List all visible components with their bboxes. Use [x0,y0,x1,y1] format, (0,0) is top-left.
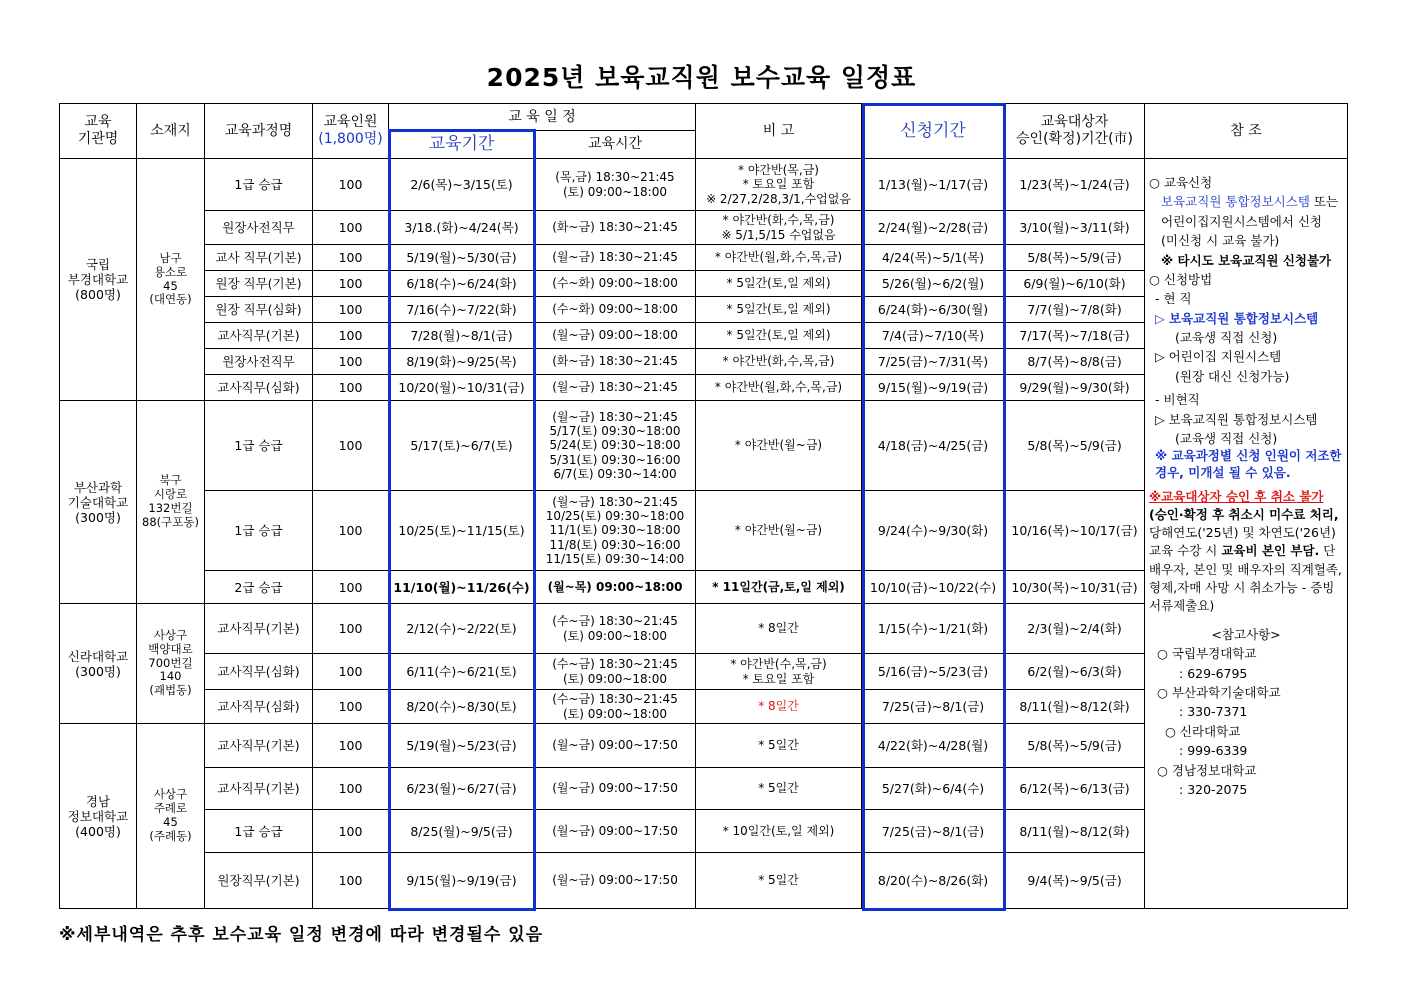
ref-phone: : 320-2075 [1179,781,1248,797]
header-approve-period: 교육대상자 승인(확정)기간(市) [1005,104,1145,159]
edu-period: 8/25(월)~9/5(금) [389,810,535,853]
institution-address: 남구 용소로 45 (대연동) [137,159,205,401]
course-name: 1급 승급 [205,491,313,571]
header-schedule: 교 육 일 정 [389,104,696,131]
ref-line: ▷ 보육교직원 통합정보시스템 [1155,411,1318,427]
ref-phone: : 629-6795 [1179,665,1248,681]
apply-period: 9/15(월)~9/19(금) [862,375,1005,401]
approve-period: 8/11(월)~8/12(화) [1005,690,1145,724]
edu-time: (월~금) 18:30~21:45 5/17(토) 09:30~18:00 5/24(토) 09:30~18:00 5/31(토) 09:30~16:00 6/7(토) 09:30~14:00 [535,401,696,491]
edu-period: 8/20(수)~8/30(토) [389,690,535,724]
note: * 10일간(토,일 제외) [696,810,862,853]
apply-period: 7/4(금)~7/10(목) [862,323,1005,349]
apply-period: 7/25(금)~8/1(금) [862,810,1005,853]
apply-period: 4/24(목)~5/1(목) [862,245,1005,271]
course-name: 교사직무(심화) [205,654,313,690]
ref-line: ○ 교육신청 [1149,175,1213,190]
people-count: 100 [313,724,389,768]
people-count: 100 [313,654,389,690]
note: * 5일간 [696,853,862,909]
apply-period: 9/24(수)~9/30(화) [862,491,1005,571]
apply-period: 7/25(금)~7/31(목) [862,349,1005,375]
course-name: 2급 승급 [205,571,313,604]
approve-period: 6/12(목)~6/13(금) [1005,768,1145,810]
edu-time: (수~화) 09:00~18:00 [535,271,696,297]
edu-period: 8/19(화)~9/25(목) [389,349,535,375]
institution-address: 사상구 주례로 45 (주례동) [137,724,205,909]
ref-line: ▷ 어린이집 지원시스템 [1155,349,1282,365]
ref-line: (미신청 시 교육 불가) [1161,233,1280,249]
note: * 8일간 [696,690,862,724]
note: * 야간반(화,수,목,금) ※ 5/1,5/15 수업없음 [696,211,862,245]
approve-period: 8/7(목)~8/8(금) [1005,349,1145,375]
course-name: 원장사전직무 [205,211,313,245]
edu-time: (수~금) 18:30~21:45 (토) 09:00~18:00 [535,690,696,724]
ref-line: ○ 신라대학교 [1165,723,1241,739]
approve-period: 7/17(목)~7/18(금) [1005,323,1145,349]
note: * 5일간 [696,768,862,810]
course-name: 교사직무(심화) [205,690,313,724]
ref-line: ※교육대상자 승인 후 취소 불가 [1149,488,1324,504]
approve-period: 5/8(목)~5/9(금) [1005,245,1145,271]
people-count: 100 [313,604,389,654]
ref-line: ○ 경남정보대학교 [1157,762,1257,778]
edu-time: (수~금) 18:30~21:45 (토) 09:00~18:00 [535,654,696,690]
people-count: 100 [313,245,389,271]
edu-period: 3/18.(화)~4/24(목) [389,211,535,245]
apply-period: 5/26(월)~6/2(월) [862,271,1005,297]
course-name: 원장직무(기본) [205,853,313,909]
header-note: 비 고 [696,104,862,159]
course-name: 원장 직무(기본) [205,271,313,297]
header-institution: 교육 기관명 [60,104,137,159]
ref-line: (교육생 직접 신청) [1175,330,1278,345]
apply-period: 6/24(화)~6/30(월) [862,297,1005,323]
people-count: 100 [313,491,389,571]
course-name: 원장사전직무 [205,349,313,375]
course-name: 교사직무(기본) [205,604,313,654]
note: * 야간반(목,금) * 토요일 포함 ※ 2/27,2/28,3/1,수업없음 [696,159,862,211]
course-name: 1급 승급 [205,401,313,491]
edu-period: 7/16(수)~7/22(화) [389,297,535,323]
institution-name: 국립 부경대학교 (800명) [60,159,137,401]
edu-time: (수~금) 18:30~21:45 (토) 09:00~18:00 [535,604,696,654]
edu-time: (월~금) 09:00~17:50 [535,724,696,768]
edu-time: (월~금) 18:30~21:45 [535,375,696,401]
note: * 5일간 [696,724,862,768]
people-count: 100 [313,211,389,245]
note: * 8일간 [696,604,862,654]
approve-period: 7/7(월)~7/8(화) [1005,297,1145,323]
course-name: 교사직무(기본) [205,768,313,810]
ref-line: - 비현직 [1155,392,1200,408]
approve-period: 9/29(월)~9/30(화) [1005,375,1145,401]
table-row [60,159,1348,211]
apply-period: 5/16(금)~5/23(금) [862,654,1005,690]
approve-period: 3/10(월)~3/11(화) [1005,211,1145,245]
ref-line: ※ 타시도 보육교직원 신청불가 [1161,252,1332,268]
approve-period: 5/8(목)~5/9(금) [1005,724,1145,768]
page-title: 2025년 보육교직원 보수교육 일정표 [486,63,917,92]
ref-line: ▷ 보육교직원 통합정보시스템 [1155,310,1319,326]
institution-address: 사상구 백양대로 700번길 140 (괘법동) [137,604,205,724]
edu-period: 10/20(월)~10/31(금) [389,375,535,401]
course-name: 교사 직무(기본) [205,245,313,271]
apply-period: 5/27(화)~6/4(수) [862,768,1005,810]
course-name: 1급 승급 [205,159,313,211]
people-count: 100 [313,159,389,211]
approve-period: 10/30(목)~10/31(금) [1005,571,1145,604]
apply-period: 10/10(금)~10/22(수) [862,571,1005,604]
people-count: 100 [313,297,389,323]
apply-period: 8/20(수)~8/26(화) [862,853,1005,909]
ref-line: 교육비 본인 부담. [1221,543,1320,559]
ref-line: ○ 신청방법 [1149,271,1213,287]
edu-time: (수~화) 09:00~18:00 [535,297,696,323]
apply-period: 7/25(금)~8/1(금) [862,690,1005,724]
ref-line: 보육교직원 통합정보시스템 [1161,194,1310,210]
institution-name: 신라대학교 (300명) [60,604,137,724]
edu-time: (월~금) 09:00~18:00 [535,323,696,349]
ref-line: - 현 직 [1155,291,1192,307]
edu-period: 6/23(월)~6/27(금) [389,768,535,810]
edu-period: 2/6(목)~3/15(토) [389,159,535,211]
ref-line: (교육생 직접 신청) [1175,430,1278,446]
note: * 5일간(토,일 제외) [696,323,862,349]
edu-time: (월~금) 09:00~17:50 [535,853,696,909]
people-count: 100 [313,271,389,297]
edu-time: (월~금) 09:00~17:50 [535,768,696,810]
note: * 야간반(월~금) [696,401,862,491]
header-apply-period: 신청기간 [862,104,1005,159]
people-count: 100 [313,375,389,401]
people-count: 100 [313,853,389,909]
edu-time: (월~금) 09:00~17:50 [535,810,696,853]
people-count: 100 [313,810,389,853]
edu-period: 6/11(수)~6/21(토) [389,654,535,690]
ref-line: 당해연도('25년) 및 차연도('26년) 교육 수강 시 [1149,525,1336,559]
ref-line: 단 배우자, 본인 및 배우자의 직계혈족, 형제,자매 사망 시 취소가능 - 증빙서류제출요) [1149,543,1342,613]
header-location: 소재지 [137,104,205,159]
edu-time: (월~목) 09:00~18:00 [535,571,696,604]
edu-time: (월~금) 18:30~21:45 [535,245,696,271]
ref-line: ○ 국립부경대학교 [1157,646,1257,662]
ref-phone: : 330-7371 [1179,704,1248,720]
people-count: 100 [313,690,389,724]
apply-period: 4/18(금)~4/25(금) [862,401,1005,491]
edu-period: 7/28(월)~8/1(금) [389,323,535,349]
edu-period: 5/19(월)~5/30(금) [389,245,535,271]
header-course: 교육과정명 [205,104,313,159]
institution-address: 북구 시랑로 132번길 88(구포동) [137,401,205,604]
apply-period: 1/13(월)~1/17(금) [862,159,1005,211]
edu-time: (월~금) 18:30~21:45 10/25(토) 09:30~18:00 11/1(토) 09:30~18:00 11/8(토) 09:30~16:00 11/15(토) 09:30~14:00 [535,491,696,571]
institution-name: 부산과학 기술대학교 (300명) [60,401,137,604]
edu-period: 5/19(월)~5/23(금) [389,724,535,768]
course-name: 1급 승급 [205,810,313,853]
people-count: 100 [313,401,389,491]
header-people-total: (1,800명) [318,131,383,147]
approve-period: 2/3(월)~2/4(화) [1005,604,1145,654]
ref-line: ○ 부산과학기술대학교 [1157,685,1281,700]
edu-period: 5/17(토)~6/7(토) [389,401,535,491]
approve-period: 1/23(목)~1/24(금) [1005,159,1145,211]
approve-period: 6/2(월)~6/3(화) [1005,654,1145,690]
note: * 5일간(토,일 제외) [696,271,862,297]
edu-time: (화~금) 18:30~21:45 [535,211,696,245]
approve-period: 5/8(목)~5/9(금) [1005,401,1145,491]
note: * 11일간(금,토,일 제외) [696,571,862,604]
edu-period: 11/10(월)~11/26(수) [389,571,535,604]
course-name: 원장 직무(심화) [205,297,313,323]
ref-line: <참고사항> [1211,626,1281,642]
people-count: 100 [313,323,389,349]
course-name: 교사직무(기본) [205,323,313,349]
ref-cancel-policy [1149,506,1343,615]
edu-period: 6/18(수)~6/24(화) [389,271,535,297]
header-edu-time: 교육시간 [535,131,696,159]
institution-name: 경남 정보대학교 (400명) [60,724,137,909]
header-reference: 참 조 [1145,104,1348,159]
schedule-table [59,103,1348,909]
note: * 야간반(월,화,수,목,금) [696,245,862,271]
approve-period: 6/9(월)~6/10(화) [1005,271,1145,297]
edu-time: (목,금) 18:30~21:45 (토) 09:00~18:00 [535,159,696,211]
ref-line: 어린이집지원시스템에서 신청 [1161,213,1322,229]
apply-period: 2/24(월)~2/28(금) [862,211,1005,245]
note: * 야간반(월,화,수,목,금) [696,375,862,401]
apply-period: 4/22(화)~4/28(월) [862,724,1005,768]
ref-phone: : 999-6339 [1179,743,1248,759]
header-people [313,104,389,159]
footnote: ※세부내역은 추후 보수교육 일정 변경에 따라 변경될수 있음 [59,925,544,945]
edu-period: 2/12(수)~2/22(토) [389,604,535,654]
note: * 야간반(월~금) [696,491,862,571]
ref-line: (승인·확정 후 취소시 미수료 처리, [1149,507,1339,523]
approve-period: 8/11(월)~8/12(화) [1005,810,1145,853]
course-name: 교사직무(기본) [205,724,313,768]
ref-line: (원장 대신 신청가능) [1175,368,1290,384]
note: * 5일간(토,일 제외) [696,297,862,323]
approve-period: 10/16(목)~10/17(금) [1005,491,1145,571]
people-count: 100 [313,571,389,604]
reference-panel [1145,159,1348,909]
ref-line: 또는 [1309,194,1339,210]
edu-time: (화~금) 18:30~21:45 [535,349,696,375]
edu-period: 9/15(월)~9/19(금) [389,853,535,909]
header-people-label: 교육인원 [323,114,378,131]
people-count: 100 [313,768,389,810]
note: * 야간반(수,목,금) * 토요일 포함 [696,654,862,690]
course-name: 교사직무(심화) [205,375,313,401]
approve-period: 9/4(목)~9/5(금) [1005,853,1145,909]
header-edu-period: 교육기간 [389,131,535,159]
edu-period: 10/25(토)~11/15(토) [389,491,535,571]
apply-period: 1/15(수)~1/21(화) [862,604,1005,654]
people-count: 100 [313,349,389,375]
ref-line: ※ 교육과정별 신청 인원이 저조한 경우, 미개설 될 수 있음. [1155,448,1342,480]
note: * 야간반(화,수,목,금) [696,349,862,375]
